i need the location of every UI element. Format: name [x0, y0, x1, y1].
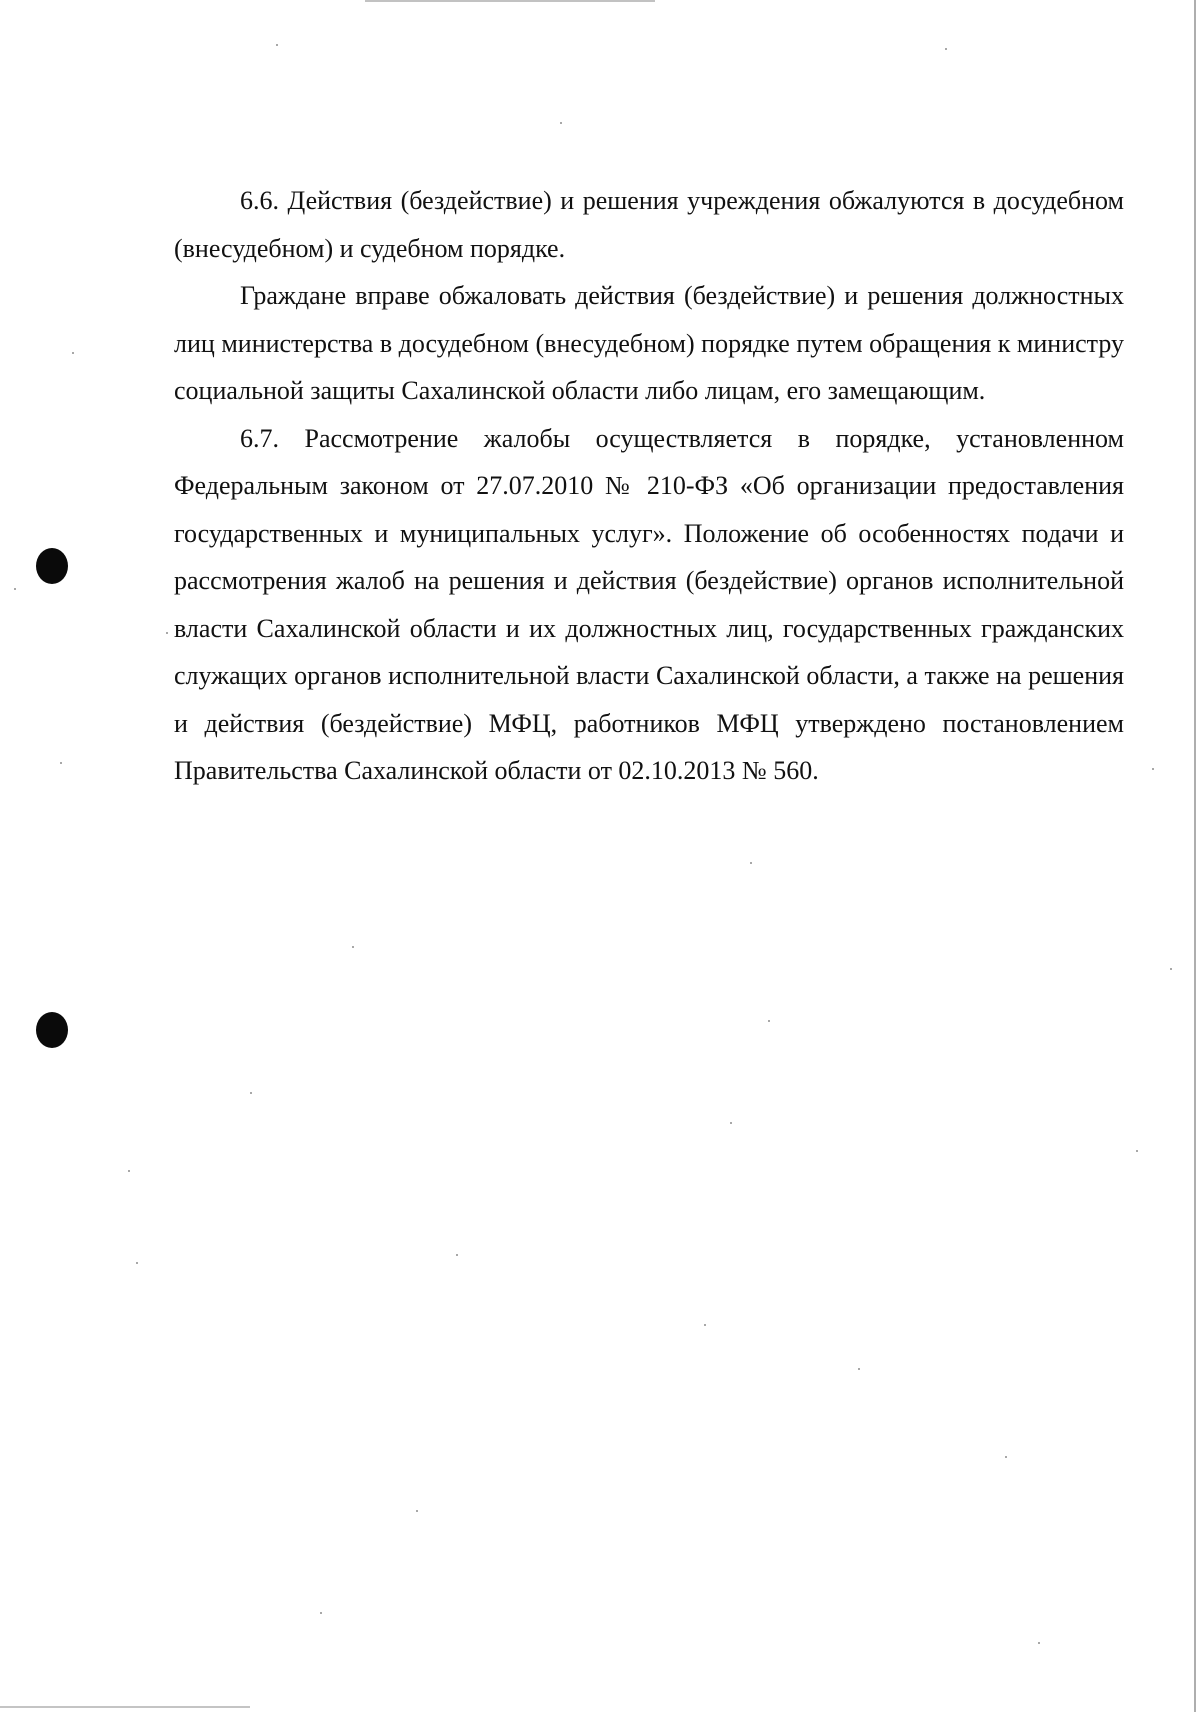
scan-speck	[1005, 1456, 1007, 1458]
paragraph-citizens-right: Граждане вправе обжаловать действия (бездействие) и решения должностных лиц министерства в досудебном (внесудебном) порядке путем обращения к министру социальной защиты Сахалинской области либо лицам, его замещающим.	[174, 281, 1124, 405]
document-body	[174, 177, 1124, 795]
paragraph-6-7: 6.7. Рассмотрение жалобы осуществляется в порядке, установленном Федеральным законом от 27.07.2010 № 210-ФЗ «Об организации предоставления государственных и муниципальных услуг». Положение об особенностях подачи и рассмотрения жалоб на решения и действия (бездействие) органов исполнительной власти Сахалинской области и их должностных лиц, государственных гражданских служащих органов исполнительной власти Сахалинской области, а также на решения и действия (бездействие) МФЦ, работников МФЦ утверждено постановлением Правительства Сахалинской области от 02.10.2013 № 560.	[174, 423, 1124, 785]
scan-speck	[456, 1254, 458, 1256]
scan-speck	[416, 1510, 418, 1512]
scan-speck	[72, 352, 74, 354]
scan-speck	[858, 1368, 860, 1370]
scan-speck	[704, 1324, 706, 1326]
scan-speck	[1038, 1642, 1040, 1644]
scan-speck	[250, 1092, 252, 1094]
scan-speck	[128, 1170, 130, 1172]
scan-speck	[320, 1612, 322, 1614]
scan-speck	[166, 632, 168, 634]
scan-speck	[60, 762, 62, 764]
scan-speck	[276, 44, 278, 46]
scan-edge-top	[365, 0, 655, 2]
scan-speck	[1152, 768, 1154, 770]
scan-speck	[560, 122, 562, 124]
punch-hole-upper	[36, 548, 68, 584]
scan-speck	[352, 946, 354, 948]
scan-speck	[1136, 1150, 1138, 1152]
scan-speck	[750, 862, 752, 864]
scan-speck	[14, 588, 16, 590]
paragraph-6-6: 6.6. Действия (бездействие) и решения учреждения обжалуются в досудебном (внесудебном) и судебном порядке.	[174, 186, 1124, 263]
scan-speck	[768, 1020, 770, 1022]
scan-edge-right	[1194, 0, 1196, 1712]
scan-speck	[1170, 968, 1172, 970]
scan-speck	[945, 48, 947, 50]
scan-speck	[730, 1122, 732, 1124]
punch-hole-lower	[36, 1012, 68, 1048]
scan-edge-bottom	[0, 1706, 250, 1708]
scan-speck	[136, 1262, 138, 1264]
